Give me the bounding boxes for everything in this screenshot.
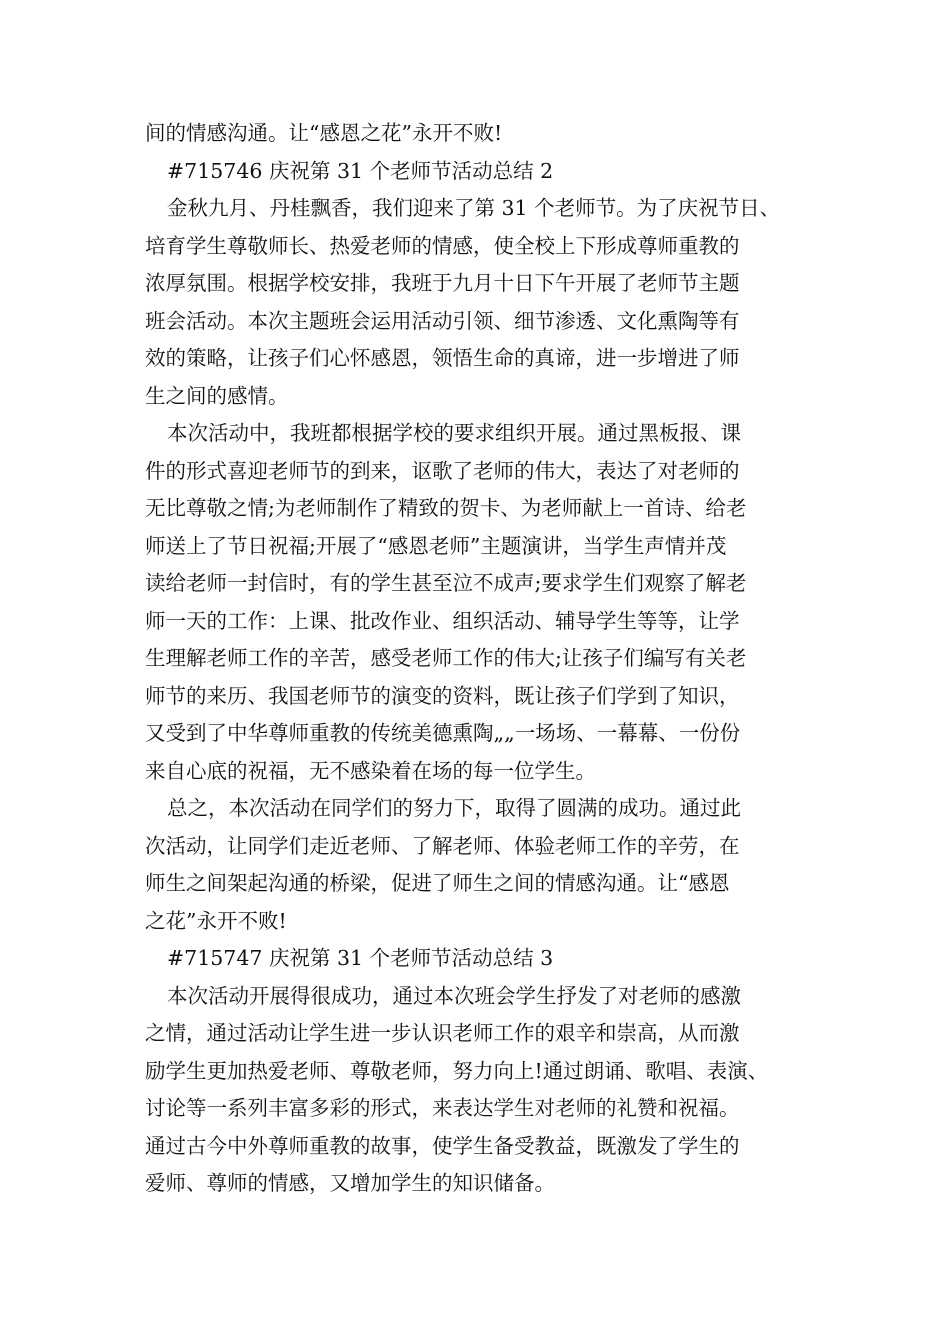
text-line: 讨论等一系列丰富多彩的形式，来表达学生对老师的礼赞和祝福。 (145, 1096, 740, 1120)
text-line: 本次活动开展得很成功，通过本次班会学生抒发了对老师的感激 (167, 983, 741, 1008)
text-line: 生理解老师工作的辛苦，感受老师工作的伟大;让孩子们编写有关老 (145, 646, 747, 670)
text-line: 间的情感沟通。让“感恩之花”永开不败! (145, 121, 503, 145)
text-line: #715747 庆祝第 31 个老师节活动总结 3 (167, 946, 554, 970)
text-line: #715746 庆祝第 31 个老师节活动总结 2 (167, 158, 554, 183)
text-line: 师节的来历、我国老师节的演变的资料，既让孩子们学到了知识， (145, 683, 740, 708)
text-line: 生之间的感情。 (145, 383, 289, 408)
text-line: 之花”永开不败! (145, 908, 287, 933)
text-line: 班会活动。本次主题班会运用活动引领、细节渗透、文化熏陶等有 (145, 308, 740, 333)
text-line: 师送上了节日祝福;开展了“感恩老师”主题演讲，当学生声情并茂 (145, 533, 727, 558)
text-line: 励学生更加热爱老师、尊敬老师，努力向上!通过朗诵、歌唱、表演、 (145, 1058, 769, 1083)
text-line: 次活动，让同学们走近老师、了解老师、体验老师工作的辛劳，在 (145, 833, 740, 858)
text-line: 无比尊敬之情;为老师制作了精致的贺卡、为老师献上一首诗、给老 (145, 496, 747, 520)
text-line: 浓厚氛围。根据学校安排，我班于九月十日下午开展了老师节主题 (145, 271, 740, 295)
text-line: 读给老师一封信时，有的学生甚至泣不成声;要求学生们观察了解老 (145, 571, 747, 595)
text-line: 来自心底的祝福，无不感染着在场的每一位学生。 (145, 758, 596, 783)
text-line: 总之，本次活动在同学们的努力下，取得了圆满的成功。通过此 (167, 796, 741, 820)
text-line: 效的策略，让孩子们心怀感恩，领悟生命的真谛，进一步增进了师 (145, 346, 740, 370)
text-line: 本次活动中，我班都根据学校的要求组织开展。通过黑板报、课 (167, 421, 741, 445)
text-line: 又受到了中华尊师重教的传统美德熏陶„„一场场、一幕幕、一份份 (145, 721, 741, 745)
text-line: 师一天的工作：上课、批改作业、组织活动、辅导学生等等，让学 (145, 608, 740, 633)
document-page (145, 115, 835, 1203)
text-line: 通过古今中外尊师重教的故事，使学生备受教益，既激发了学生的 (145, 1133, 740, 1158)
text-line: 之情，通过活动让学生进一步认识老师工作的艰辛和崇高，从而激 (145, 1021, 740, 1045)
text-line: 金秋九月、丹桂飘香，我们迎来了第 31 个老师节。为了庆祝节日、 (167, 196, 781, 220)
text-line: 培育学生尊敬师长、热爱老师的情感，使全校上下形成尊师重教的 (145, 233, 740, 258)
text-line: 师生之间架起沟通的桥梁，促进了师生之间的情感沟通。让“感恩 (145, 871, 730, 895)
text-line: 爱师、尊师的情感，又增加学生的知识储备。 (145, 1171, 555, 1195)
text-line: 件的形式喜迎老师节的到来，讴歌了老师的伟大，表达了对老师的 (145, 458, 740, 483)
